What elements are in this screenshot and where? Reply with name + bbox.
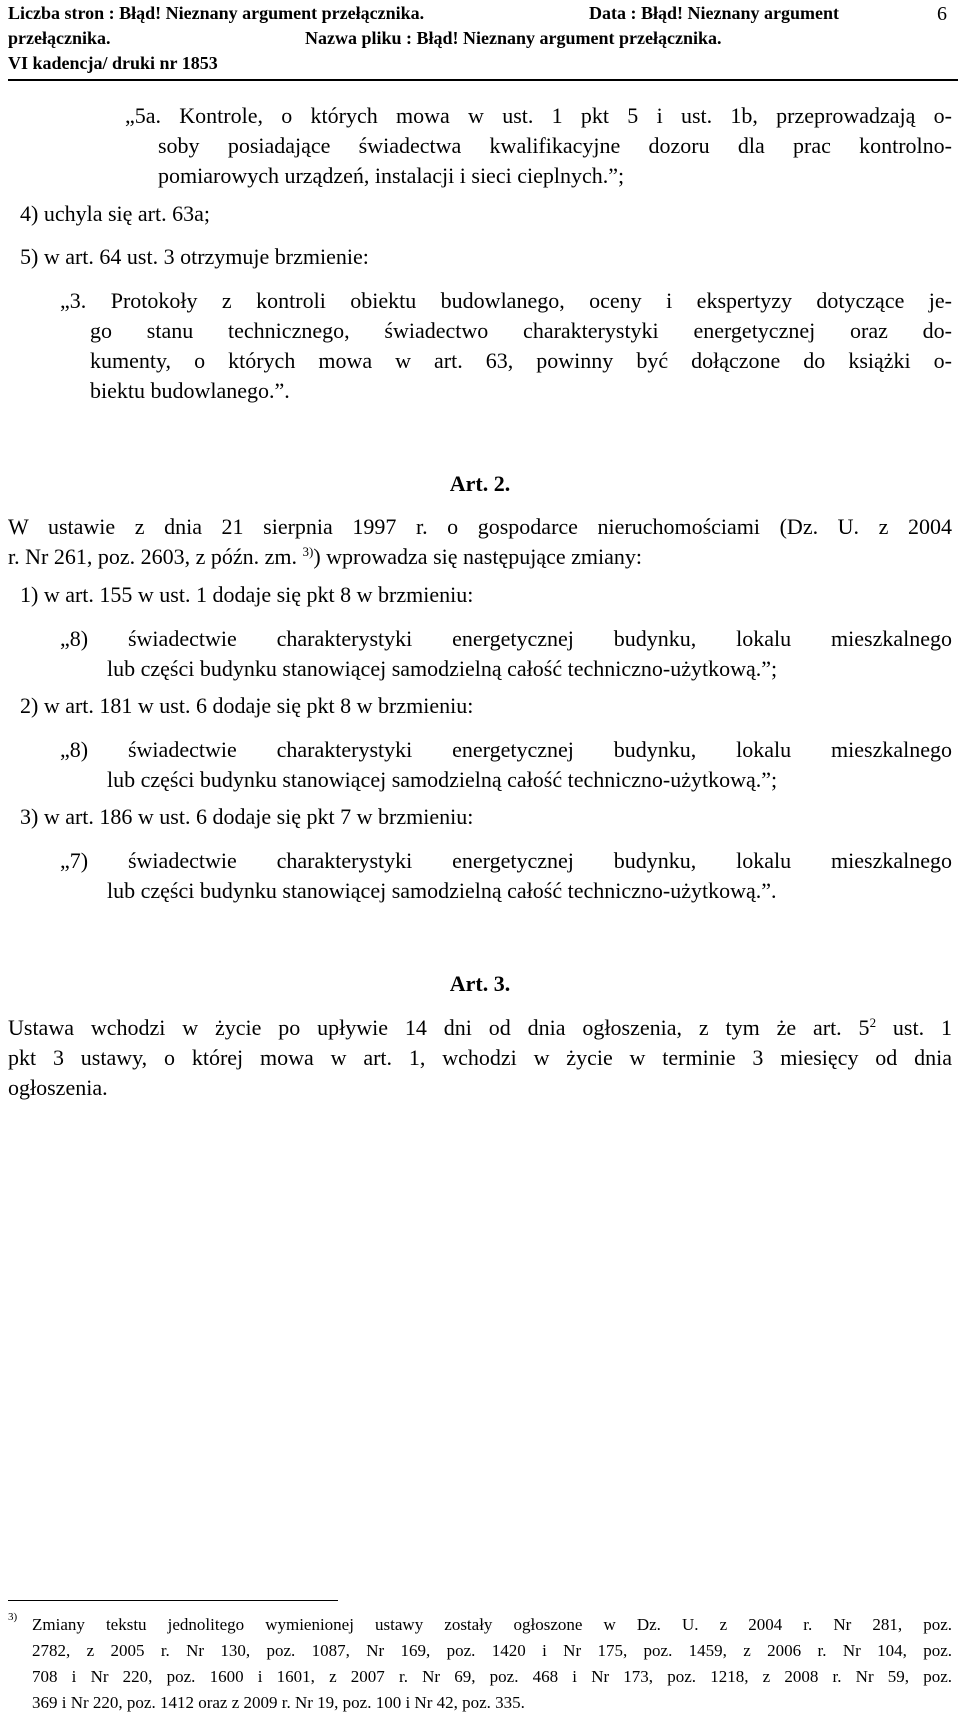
article-2-item-3-quote-line-1: „7) świadectwie charakterystyki energetycznej budynku, lokalu mieszkalnego (60, 848, 952, 873)
article-2-intro-line-1: W ustawie z dnia 21 sierpnia 1997 r. o gospodarce nieruchomościami (Dz. U. z 2004 (8, 514, 952, 539)
article-3-title: Art. 3. (449, 971, 511, 996)
footnote-line-4: 369 i Nr 220, poz. 1412 oraz z 2009 r. Nr 19, poz. 100 i Nr 42, poz. 335. (32, 1693, 525, 1712)
article-2-item-2-quote-line-1: „8) świadectwie charakterystyki energetycznej budynku, lokalu mieszkalnego (60, 737, 952, 762)
page-number: 6 (937, 3, 947, 25)
article-2-item-3-quote-line-2: lub części budynku stanowiącej samodzielną całość techniczno-użytkową.”. (107, 878, 777, 903)
header-print-number: VI kadencja/ druki nr 1853 (8, 53, 218, 73)
header-field-page-count: Liczba stron : Błąd! Nieznany argument przełącznika. (8, 3, 425, 23)
quote-3-line-1: „3. Protokoły z kontroli obiektu budowlanego, oceny i ekspertyzy dotyczące je- (60, 288, 952, 313)
footnote-line-3: 708 i Nr 220, poz. 1600 i 1601, z 2007 r. Nr 69, poz. 468 i Nr 173, poz. 1218, z 2008 r. Nr 59, poz. (32, 1667, 952, 1686)
quote-5a-line-1: „5a. Kontrole, o których mowa w ust. 1 pkt 5 i ust. 1b, przeprowadzają o- (125, 103, 952, 128)
footnote-line-2: 2782, z 2005 r. Nr 130, poz. 1087, Nr 169, poz. 1420 i Nr 175, poz. 1459, z 2006 r. Nr 104, poz. (32, 1641, 952, 1660)
article-2-title: Art. 2. (449, 471, 511, 496)
item-5: 5) w art. 64 ust. 3 otrzymuje brzmienie: (20, 244, 369, 269)
quote-5a-line-3: pomiarowych urządzeń, instalacji i sieci cieplnych.”; (158, 163, 625, 188)
article-2-item-3: 3) w art. 186 w ust. 6 dodaje się pkt 7 w brzmieniu: (20, 804, 474, 829)
quote-3-line-4: biektu budowlanego.”. (90, 378, 290, 403)
footnote-line-1: Zmiany tekstu jednolitego wymienionej ustawy zostały ogłoszone w Dz. U. z 2004 r. Nr 281, poz. (32, 1615, 952, 1634)
header-field-date-cont: przełącznika. (8, 28, 111, 48)
quote-3-line-2: go stanu technicznego, świadectwo charakterystyki energetycznej oraz do- (90, 318, 952, 343)
article-2-intro-line-2: r. Nr 261, poz. 2603, z późn. zm. $^{3)}$) wprowadza się następujące zmiany: (8, 544, 642, 569)
article-2-item-2: 2) w art. 181 w ust. 6 dodaje się pkt 8 w brzmieniu: (20, 693, 474, 718)
article-2-item-2-quote-line-2: lub części budynku stanowiącej samodzielną całość techniczno-użytkową.”; (107, 767, 778, 792)
article-3-line-2: pkt 3 ustawy, o której mowa w art. 1, wchodzi w życie w terminie 3 miesięcy od dnia (8, 1045, 952, 1070)
article-2-item-1-quote-line-1: „8) świadectwie charakterystyki energetycznej budynku, lokalu mieszkalnego (60, 626, 952, 651)
article-2-item-1: 1) w art. 155 w ust. 1 dodaje się pkt 8 w brzmieniu: (20, 582, 474, 607)
article-3-line-1: Ustawa wchodzi w życie po upływie 14 dni od dnia ogłoszenia, z tym że art. $5^2$ ust. 1 (8, 1015, 952, 1040)
article-2-item-1-quote-line-2: lub części budynku stanowiącej samodzielną całość techniczno-użytkową.”; (107, 656, 778, 681)
superscript-2: 2 (869, 1015, 877, 1030)
item-4: 4) uchyla się art. 63a; (20, 201, 210, 226)
quote-3-line-3: kumenty, o których mowa w art. 63, powinny być dołączone do książki o- (90, 348, 952, 373)
article-3-line-3: ogłoszenia. (8, 1075, 108, 1100)
header-field-filename: Nazwa pliku : Błąd! Nieznany argument przełącznika. (305, 28, 722, 48)
header-field-date: Data : Błąd! Nieznany argument (589, 3, 839, 23)
footnote-rule (8, 1600, 338, 1601)
header-rule (8, 79, 958, 81)
quote-5a-line-2: soby posiadające świadectwa kwalifikacyjne dozoru dla prac kontrolno- (158, 133, 952, 158)
footnote-marker: 3) (8, 1611, 18, 1623)
footnote-reference: 3) (302, 544, 314, 559)
